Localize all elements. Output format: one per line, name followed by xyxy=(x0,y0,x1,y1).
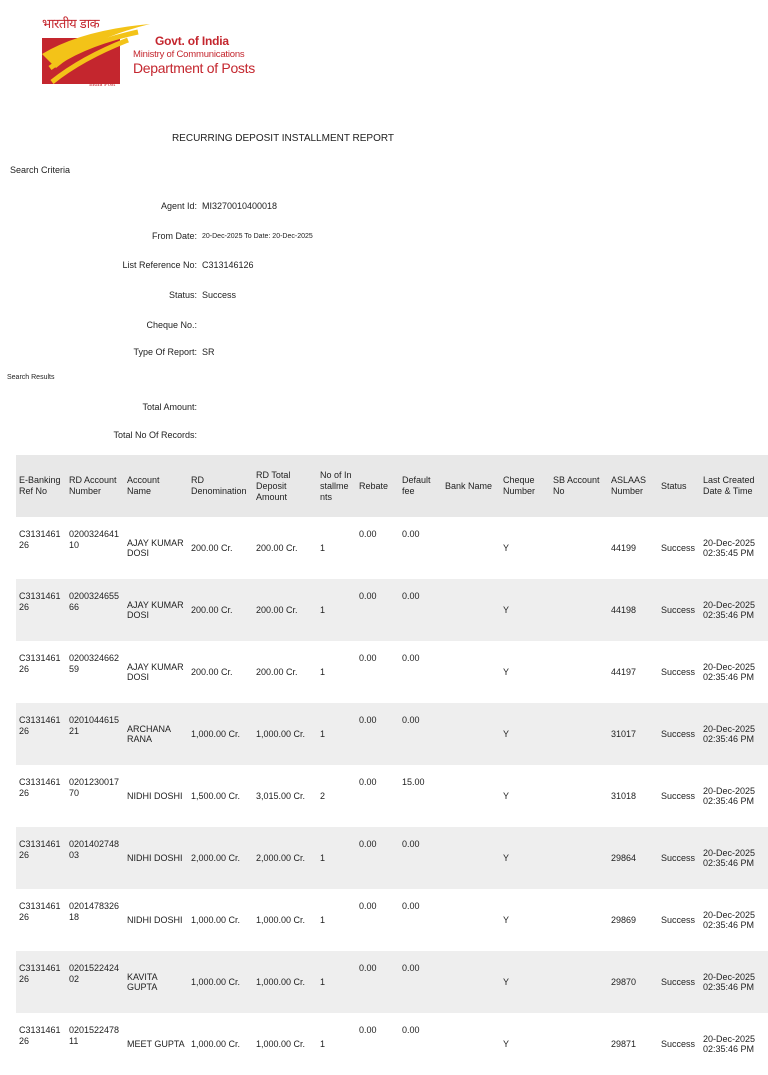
cell-cheque-number: Y xyxy=(503,790,510,801)
cell-last-created: 20-Dec-2025 02:35:46 PM xyxy=(703,785,756,806)
cell-rd-denomination: 1,000.00 Cr. xyxy=(188,951,253,1013)
cell-rd-account-number: 020152247811 xyxy=(69,1025,120,1046)
cell-no-of-installments: 1 xyxy=(317,951,356,1013)
cell-rd-account-number: 020147832618 xyxy=(69,901,120,922)
cell-cheque-number: Y xyxy=(503,914,510,925)
cell-cheque-number: Y xyxy=(500,951,550,1013)
cell-rebate: 0.00 xyxy=(356,703,399,765)
cell-rd-total-deposit: 1,000.00 Cr. xyxy=(253,703,317,765)
cell-cheque-number: Y xyxy=(500,579,550,641)
cell-status: Success xyxy=(661,914,696,925)
cell-last-created: 20-Dec-2025 02:35:46 PM xyxy=(700,703,768,765)
cell-bank-name xyxy=(442,579,500,641)
cell-rd-total-deposit: 1,000.00 Cr. xyxy=(256,1038,306,1049)
cell-last-created: 20-Dec-2025 02:35:46 PM xyxy=(703,1033,756,1054)
cell-default-fee: 0.00 xyxy=(399,703,442,765)
cell-rd-total-deposit: 200.00 Cr. xyxy=(256,542,298,553)
cell-rd-denomination: 200.00 Cr. xyxy=(188,579,253,641)
cell-account-name: NIDHI DOSHI xyxy=(127,914,183,925)
cell-last-created: 20-Dec-2025 02:35:46 PM xyxy=(700,951,768,1013)
cell-account-name: NIDHI DOSHI xyxy=(124,827,188,889)
department-of-posts-logo xyxy=(22,12,262,92)
logo-text xyxy=(133,34,255,76)
cell-rd-total-deposit: 1,000.00 Cr. xyxy=(253,951,317,1013)
cell-no-of-installments: 1 xyxy=(320,914,326,925)
cell-rd-account-number: 020032465566 xyxy=(66,579,124,641)
logo-ministry-line: Ministry of Communications xyxy=(133,49,245,60)
col-header-rebate: Rebate xyxy=(356,455,399,517)
col-header-rd-denomination: RD Denomination xyxy=(188,455,253,517)
cell-bank-name xyxy=(442,641,500,703)
cell-rd-denomination: 2,000.00 Cr. xyxy=(188,827,253,889)
cell-rd-denomination: 200.00 Cr. xyxy=(191,666,233,677)
col-header-no-of-installments: No of Installments xyxy=(317,455,356,517)
cell-rebate: 0.00 xyxy=(356,579,399,641)
cell-ebanking-ref: C313146126 xyxy=(16,827,66,889)
cell-cheque-number: Y xyxy=(503,666,510,677)
cell-account-name: NIDHI DOSHI xyxy=(127,790,183,801)
cell-no-of-installments: 1 xyxy=(317,703,356,765)
cell-cheque-number: Y xyxy=(500,827,550,889)
cell-status: Success xyxy=(661,1038,696,1049)
cell-default-fee: 0.00 xyxy=(399,827,442,889)
cell-account-name: MEET GUPTA xyxy=(127,1038,185,1049)
cell-ebanking-ref: C313146126 xyxy=(16,579,66,641)
cell-ebanking-ref: C313146126 xyxy=(19,529,61,550)
cell-status: Success xyxy=(658,579,700,641)
cell-aslaas-number: 44197 xyxy=(611,666,637,677)
agent-id-value: MI3270010400018 xyxy=(202,201,278,211)
cell-sb-account-no xyxy=(550,1013,608,1075)
cell-status: Success xyxy=(661,542,696,553)
cell-sb-account-no xyxy=(550,641,608,703)
cell-bank-name xyxy=(442,827,500,889)
cell-status: Success xyxy=(658,827,700,889)
report-title: RECURRING DEPOSIT INSTALLMENT REPORT xyxy=(171,133,395,144)
cell-account-name: AJAY KUMAR DOSI xyxy=(127,537,184,558)
cell-aslaas-number: 29869 xyxy=(611,914,637,925)
cell-status: Success xyxy=(661,790,696,801)
cell-rd-denomination: 1,000.00 Cr. xyxy=(188,703,253,765)
total-records-label: Total No Of Records: xyxy=(113,430,197,440)
from-date-label: From Date: xyxy=(151,231,197,241)
cell-sb-account-no xyxy=(550,579,608,641)
cell-default-fee: 0.00 xyxy=(402,529,420,539)
total-amount-label: Total Amount: xyxy=(142,402,197,412)
table-row xyxy=(16,765,768,827)
cell-rd-total-deposit: 2,000.00 Cr. xyxy=(253,827,317,889)
cell-aslaas-number: 44199 xyxy=(611,542,637,553)
from-date-value: 20-Dec-2025 To Date: 20-Dec-2025 xyxy=(202,233,313,240)
type-of-report-value: SR xyxy=(202,347,215,357)
cell-status: Success xyxy=(661,666,696,677)
status-label: Status: xyxy=(168,290,197,300)
cell-ebanking-ref: C313146126 xyxy=(19,1025,61,1046)
cell-rd-account-number: 020032464110 xyxy=(69,529,120,550)
cell-rd-denomination: 1,500.00 Cr. xyxy=(191,790,241,801)
status-value: Success xyxy=(202,290,237,300)
cell-bank-name xyxy=(442,703,500,765)
cell-rd-account-number: 020032466259 xyxy=(69,653,120,674)
cell-ebanking-ref: C313146126 xyxy=(16,703,66,765)
col-header-rd-total-deposit: RD Total Deposit Amount xyxy=(253,455,317,517)
cell-bank-name xyxy=(442,517,500,579)
cell-rd-total-deposit: 1,000.00 Cr. xyxy=(256,914,306,925)
cell-aslaas-number: 29864 xyxy=(608,827,658,889)
cell-account-name: AJAY KUMAR DOSI xyxy=(124,579,188,641)
cell-rd-account-number: 020104461521 xyxy=(66,703,124,765)
cell-last-created: 20-Dec-2025 02:35:46 PM xyxy=(703,661,756,682)
cheque-no-label: Cheque No.: xyxy=(146,320,197,330)
agent-id-label: Agent Id: xyxy=(160,201,197,211)
cell-rebate: 0.00 xyxy=(359,777,377,787)
col-header-bank-name: Bank Name xyxy=(442,455,500,517)
search-criteria-heading: Search Criteria xyxy=(10,165,71,175)
cell-rebate: 0.00 xyxy=(359,653,377,663)
cell-rebate: 0.00 xyxy=(356,951,399,1013)
cell-default-fee: 0.00 xyxy=(402,653,420,663)
cell-cheque-number: Y xyxy=(503,542,510,553)
cell-sb-account-no xyxy=(550,889,608,951)
cell-aslaas-number: 31018 xyxy=(611,790,637,801)
cell-last-created: 20-Dec-2025 02:35:46 PM xyxy=(703,909,756,930)
list-reference-label: List Reference No: xyxy=(122,260,197,270)
col-header-sb-account: SB Account No xyxy=(550,455,608,517)
cell-rebate: 0.00 xyxy=(359,1025,377,1035)
cell-rd-denomination: 1,000.00 Cr. xyxy=(191,914,241,925)
col-header-account-name: Account Name xyxy=(124,455,188,517)
cell-default-fee: 0.00 xyxy=(399,951,442,1013)
cell-no-of-installments: 1 xyxy=(320,542,326,553)
list-reference-value: C313146126 xyxy=(202,260,254,270)
type-of-report-label: Type Of Report: xyxy=(133,347,197,357)
cell-default-fee: 15.00 xyxy=(402,777,425,787)
cell-bank-name xyxy=(442,951,500,1013)
cell-sb-account-no xyxy=(550,765,608,827)
rd-installment-table xyxy=(16,455,768,1075)
cell-last-created: 20-Dec-2025 02:35:46 PM xyxy=(700,579,768,641)
cell-rd-total-deposit: 3,015.00 Cr. xyxy=(256,790,306,801)
cell-no-of-installments: 2 xyxy=(320,790,326,801)
cell-account-name: AJAY KUMAR DOSI xyxy=(127,661,184,682)
cell-aslaas-number: 31017 xyxy=(608,703,658,765)
cell-aslaas-number: 29870 xyxy=(608,951,658,1013)
cell-rd-account-number: 020123001770 xyxy=(69,777,120,798)
cell-no-of-installments: 1 xyxy=(317,827,356,889)
cell-last-created: 20-Dec-2025 02:35:46 PM xyxy=(700,827,768,889)
cell-sb-account-no xyxy=(550,951,608,1013)
logo-subtext: India Post xyxy=(89,81,116,88)
cell-rd-account-number: 020152242402 xyxy=(66,951,124,1013)
col-header-last-created: Last Created Date & Time xyxy=(700,455,768,517)
table-row xyxy=(16,641,768,703)
cell-no-of-installments: 1 xyxy=(317,579,356,641)
table-row xyxy=(16,517,768,579)
col-header-default-fee: Default fee xyxy=(399,455,442,517)
col-header-aslaas-number: ASLAAS Number xyxy=(608,455,658,517)
cell-account-name: ARCHANA RANA xyxy=(124,703,188,765)
table-row xyxy=(16,827,768,889)
cell-no-of-installments: 1 xyxy=(320,666,326,677)
cell-aslaas-number: 29871 xyxy=(611,1038,637,1049)
col-header-cheque-number: Cheque Number xyxy=(500,455,550,517)
cell-rd-account-number: 020140274803 xyxy=(66,827,124,889)
col-header-status: Status xyxy=(658,455,700,517)
cell-bank-name xyxy=(442,765,500,827)
cell-cheque-number: Y xyxy=(500,703,550,765)
cell-sb-account-no xyxy=(550,703,608,765)
table-row xyxy=(16,1013,768,1075)
cell-bank-name xyxy=(442,1013,500,1075)
cell-aslaas-number: 44198 xyxy=(608,579,658,641)
cell-default-fee: 0.00 xyxy=(399,579,442,641)
cell-no-of-installments: 1 xyxy=(320,1038,326,1049)
cell-default-fee: 0.00 xyxy=(402,1025,420,1035)
cell-status: Success xyxy=(658,951,700,1013)
cell-rd-total-deposit: 200.00 Cr. xyxy=(256,666,298,677)
cell-cheque-number: Y xyxy=(503,1038,510,1049)
col-header-ebanking-ref: E-Banking Ref No xyxy=(16,455,66,517)
cell-sb-account-no xyxy=(550,827,608,889)
cell-rebate: 0.00 xyxy=(359,529,377,539)
cell-default-fee: 0.00 xyxy=(402,901,420,911)
cell-ebanking-ref: C313146126 xyxy=(19,777,61,798)
table-row xyxy=(16,889,768,951)
cell-bank-name xyxy=(442,889,500,951)
cell-sb-account-no xyxy=(550,517,608,579)
logo-govt-line: Govt. of India xyxy=(155,34,229,48)
search-results-heading: Search Results xyxy=(7,374,55,381)
table-row xyxy=(16,703,768,765)
cell-rebate: 0.00 xyxy=(356,827,399,889)
cell-last-created: 20-Dec-2025 02:35:45 PM xyxy=(703,537,756,558)
cell-rebate: 0.00 xyxy=(359,901,377,911)
table-header-row xyxy=(16,455,768,517)
cell-account-name: KAVITA GUPTA xyxy=(124,951,188,1013)
logo-department-line: Department of Posts xyxy=(133,60,255,76)
col-header-rd-account: RD Account Number xyxy=(66,455,124,517)
cell-rd-total-deposit: 200.00 Cr. xyxy=(253,579,317,641)
cell-rd-denomination: 1,000.00 Cr. xyxy=(191,1038,241,1049)
cell-status: Success xyxy=(658,703,700,765)
cell-rd-denomination: 200.00 Cr. xyxy=(191,542,233,553)
cell-ebanking-ref: C313146126 xyxy=(19,901,61,922)
table-row xyxy=(16,579,768,641)
cell-ebanking-ref: C313146126 xyxy=(19,653,61,674)
table-row xyxy=(16,951,768,1013)
logo-hindi-text: भारतीय डाक xyxy=(42,17,100,32)
cell-ebanking-ref: C313146126 xyxy=(16,951,66,1013)
